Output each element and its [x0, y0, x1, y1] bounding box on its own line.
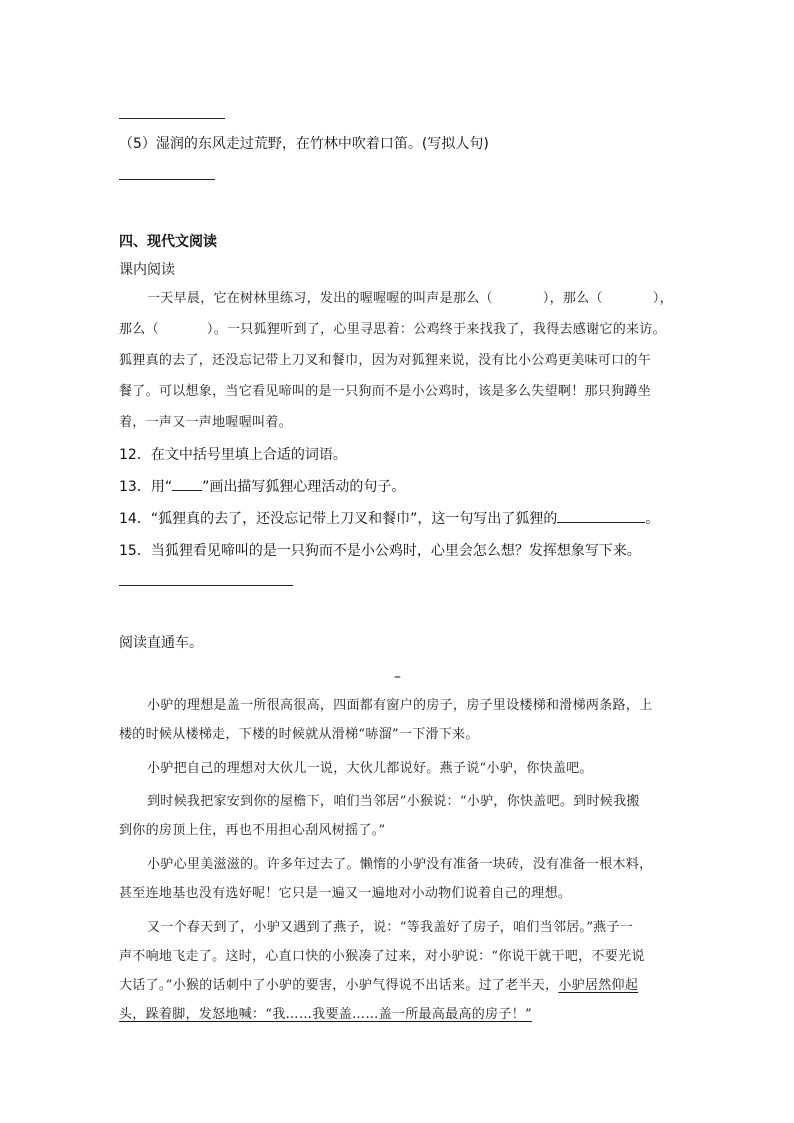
question-15: 15．当狐狸看见啼叫的是一只狗而不是小公鸡时，心里会怎么想？发挥想象写下来。 [119, 543, 641, 559]
question-5: （5）湿润的东风走过荒野，在竹林中吹着口笛。(写拟人句) [119, 136, 489, 152]
reading-title: 阅读直通车。 [119, 635, 203, 651]
underline-sample [172, 490, 202, 491]
story-line [119, 976, 638, 996]
story-line: 小驴的理想是盖一所很高很高，四面都有窗户的房子，房子里设楼梯和滑梯两条路，上 [147, 698, 653, 713]
question-text: 14．“狐狸真的去了，还没忘记带上刀叉和餐巾”，这一句写出了狐狸的 [119, 511, 558, 527]
question-text: 13．用“ [119, 479, 173, 495]
passage-text: 一天早晨，它在树林里练习，发出的喔喔喔的叫声是那么（ [147, 291, 493, 306]
passage-text: ），那么（ [542, 291, 603, 306]
story-line: 到时候我把家安到你的屋檐下，咱们当邻居”小猴说：“小驴，你快盖吧。到时候我搬 [147, 794, 640, 809]
section-title: 四、现代文阅读 [119, 234, 217, 250]
question-14 [119, 509, 659, 529]
question-text: 。 [645, 511, 660, 527]
answer-line [119, 585, 293, 586]
question-12: 12．在文中括号里填上合适的词语。 [119, 447, 347, 463]
story-line: 声不响地飞走了。这时，心直口快的小猴凑了过来，对小驴说：“你说干就干吧，不要光说 [119, 949, 645, 964]
question-13 [119, 477, 405, 497]
answer-blank[interactable] [557, 522, 645, 523]
passage-line: 着，一声又一声地喔喔叫着。 [119, 415, 292, 430]
passage-line: 狐狸真的去了，还没忘记带上刀叉和餐巾，因为对狐狸来说，没有比小公鸡更美味可口的午 [119, 353, 652, 368]
answer-line [119, 179, 215, 180]
story-line: 小驴心里美滋滋的。许多年过去了。懒惰的小驴没有准备一块砖，没有准备一根木料， [147, 857, 653, 872]
passage-text: ）。一只狐狸听到了，心里寻思着：公鸡终于来找我了，我得去感谢它的来访。 [206, 322, 666, 337]
passage-line [147, 289, 673, 309]
answer-line [119, 118, 225, 119]
story-line: 到你的房顶上住，再也不用担心刮风树摇了。” [119, 823, 386, 838]
story-text: 大话了。”小猴的话刺中了小驴的要害，小驴气得说不出话来。过了老半天， [119, 978, 559, 993]
passage-text: 那么（ [119, 322, 159, 337]
story-line: 楼的时候从楼梯走，下楼的时候就从滑梯“哧溜”一下滑下来。 [119, 727, 479, 742]
story-line: 甚至连地基也没有选好呢！它只是一遍又一遍地对小动物们说着自己的理想。 [119, 886, 572, 901]
underlined-sentence: 头，跺着脚，发怒地喊：“我……我要盖……盖一所最高最高的房子！” [119, 1007, 532, 1022]
passage-line [119, 320, 666, 340]
passage-text: ）， [652, 291, 673, 306]
passage-line: 餐了。可以想象，当它看见啼叫的是一只狗而不是小公鸡时，该是多么失望啊！那只狗蹲坐 [119, 384, 652, 399]
story-line: 小驴把自己的理想对大伙儿一说，大伙儿都说好。燕子说“小驴，你快盖吧。 [147, 761, 593, 776]
underlined-sentence: 小驴居然仰起 [558, 978, 639, 993]
story-line: 又一个春天到了，小驴又遇到了燕子，说：“等我盖好了房子，咱们当邻居。”燕子一 [147, 920, 634, 935]
section-subtitle: 课内阅读 [119, 262, 175, 278]
story-title-mark: – [394, 669, 401, 685]
question-text: ”画出描写狐狸心理活动的句子。 [202, 479, 406, 495]
